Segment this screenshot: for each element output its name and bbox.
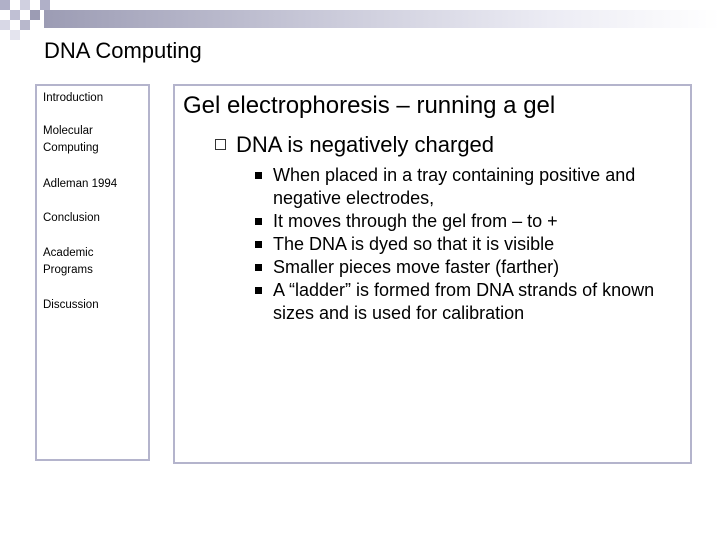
content-panel bbox=[173, 84, 692, 464]
slide-title: DNA Computing bbox=[44, 38, 202, 63]
hollow-square-bullet-icon bbox=[215, 139, 226, 150]
list-item: When placed in a tray containing positive and negative electrodes, bbox=[255, 164, 685, 210]
sidebar-item-molecular-computing[interactable]: Molecular Computing bbox=[43, 125, 99, 154]
sidebar-nav bbox=[35, 84, 150, 461]
list-item: A “ladder” is formed from DNA strands of known sizes and is used for calibration bbox=[255, 279, 685, 325]
bullet-list bbox=[255, 164, 685, 325]
level1-text: DNA is negatively charged bbox=[236, 132, 495, 157]
square-bullet-icon bbox=[255, 241, 262, 248]
header-gradient-bar bbox=[44, 10, 720, 28]
sidebar-item-discussion[interactable]: Discussion bbox=[43, 299, 99, 311]
square-bullet-icon bbox=[255, 172, 262, 179]
content-heading: Gel electrophoresis – running a gel bbox=[183, 92, 556, 119]
sidebar-item-introduction[interactable]: Introduction bbox=[43, 92, 104, 104]
sidebar-item-conclusion[interactable]: Conclusion bbox=[43, 212, 100, 224]
square-bullet-icon bbox=[255, 287, 262, 294]
level1-bullet bbox=[215, 132, 494, 158]
sidebar-item-adleman-1994[interactable]: Adleman 1994 bbox=[43, 178, 118, 190]
sidebar-item-academic-programs[interactable]: Academic Programs bbox=[43, 247, 94, 276]
square-bullet-icon bbox=[255, 264, 262, 271]
list-item: Smaller pieces move faster (farther) bbox=[255, 256, 685, 279]
square-bullet-icon bbox=[255, 218, 262, 225]
list-item: The DNA is dyed so that it is visible bbox=[255, 233, 685, 256]
list-item: It moves through the gel from – to + bbox=[255, 210, 685, 233]
